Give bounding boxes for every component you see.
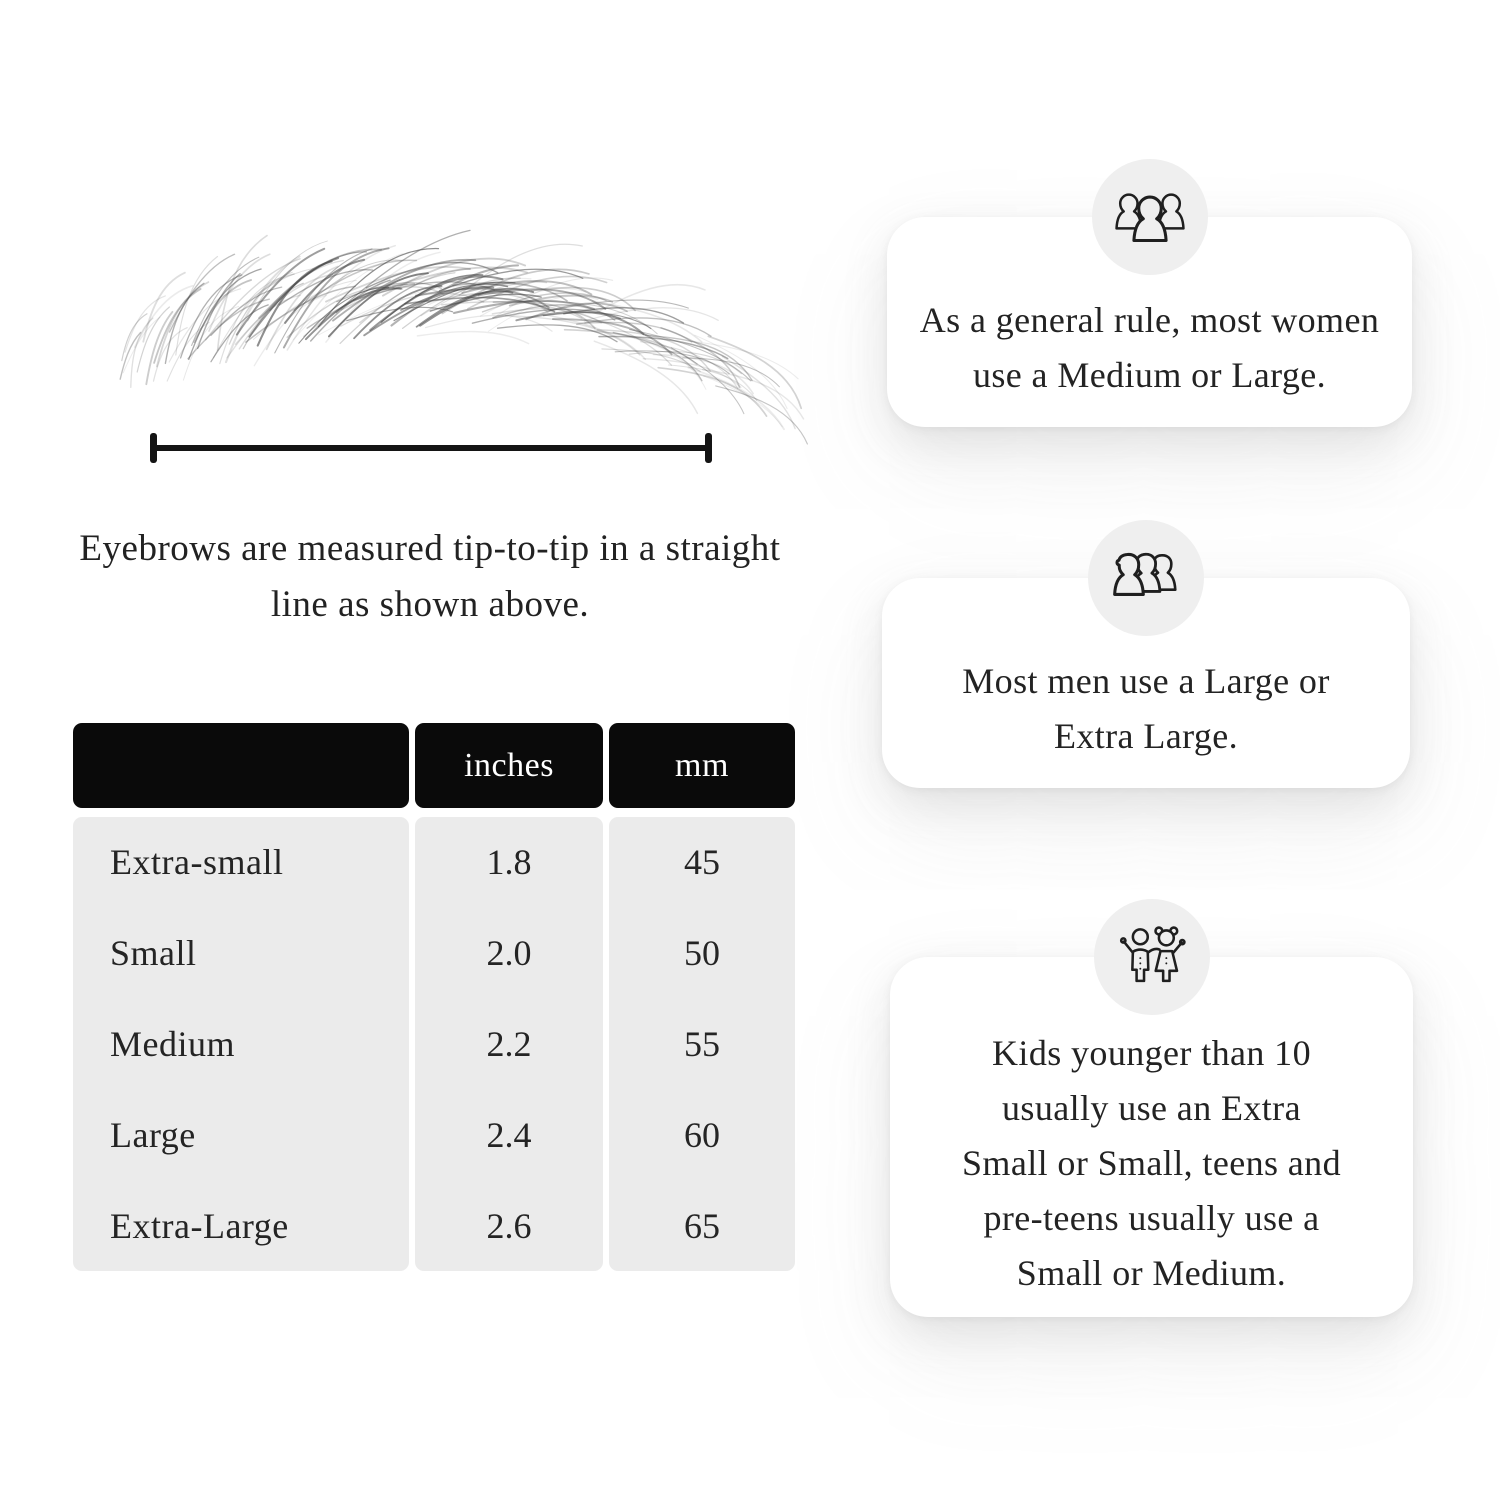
table-header-inches: inches	[415, 723, 603, 808]
measurement-caption	[65, 521, 795, 633]
mm-value: 65	[684, 1205, 720, 1246]
measurement-line	[150, 433, 712, 463]
card-text-line: As a general rule, most women	[919, 300, 1380, 340]
measurement-bar	[150, 445, 712, 451]
measurement-tick-right	[705, 433, 712, 463]
caption-line: in a straight line as shown above.	[270, 528, 781, 625]
caption-line: Eyebrows are measured tip-to-tip	[79, 528, 590, 569]
card-text-line: Extra Large.	[1053, 716, 1239, 756]
inches-column	[415, 817, 603, 1271]
card-text-line: Small or Medium.	[1016, 1252, 1287, 1293]
inches-value: 2.6	[486, 1205, 532, 1246]
size-table-header	[73, 723, 795, 808]
size-table-body	[73, 817, 795, 1271]
card-text-line: Kids younger than 10	[992, 1032, 1311, 1073]
women-group-icon	[1112, 190, 1188, 244]
mm-value: 45	[684, 842, 720, 883]
mm-column	[609, 817, 795, 1271]
inches-value: 2.0	[486, 933, 532, 974]
info-card-kids	[890, 957, 1413, 1317]
size-label: Extra-Large	[110, 1205, 289, 1246]
card-text-line: usually use an Extra	[1002, 1087, 1301, 1128]
size-column-labels	[73, 817, 409, 1271]
size-label: Small	[110, 933, 197, 974]
info-card-men	[882, 578, 1410, 788]
size-label: Medium	[110, 1023, 235, 1064]
size-label: Large	[110, 1114, 196, 1155]
card-text-line: Most men use a Large or	[962, 661, 1330, 701]
card-text-line: Small or Small, teens and	[962, 1142, 1341, 1183]
mm-value: 50	[684, 933, 720, 974]
inches-value: 1.8	[486, 842, 532, 883]
card-text-line: pre-teens usually use a	[983, 1197, 1320, 1238]
women-card-text	[887, 241, 1412, 403]
inches-value: 2.2	[486, 1023, 532, 1064]
table-header-mm: mm	[609, 723, 795, 808]
size-table	[73, 723, 795, 1271]
inches-value: 2.4	[486, 1114, 532, 1155]
table-header-size	[73, 723, 409, 808]
kids-card-text	[890, 974, 1413, 1301]
size-label: Extra-small	[110, 842, 284, 883]
mm-value: 55	[684, 1023, 720, 1064]
mm-value: 60	[684, 1114, 720, 1155]
card-text-line: use a Medium or Large.	[972, 355, 1327, 395]
eyebrow-illustration	[115, 243, 725, 443]
men-group-icon	[1108, 551, 1184, 605]
men-card-text	[882, 602, 1410, 764]
info-card-women	[887, 217, 1412, 427]
